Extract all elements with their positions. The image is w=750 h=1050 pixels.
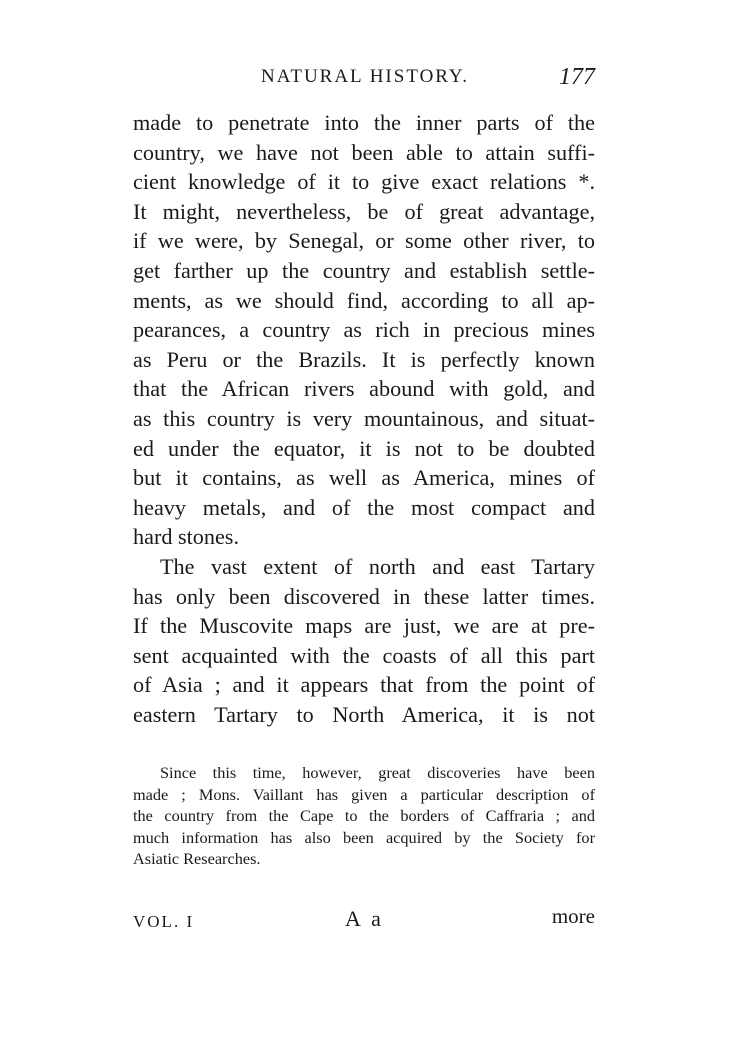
text-line: ed under the equator, it is not to be doubted (133, 435, 595, 461)
text-line: as Peru or the Brazils. It is perfectly known (133, 346, 595, 372)
text-line: sent acquainted with the coasts of all this part (133, 642, 595, 668)
text-line: has only been discovered in these latter times. (133, 583, 595, 609)
footnote-line: Asiatic Researches. (133, 849, 261, 869)
paragraph-first-line: The vast extent of north and east Tartary (160, 553, 595, 579)
footnote-line: the country from the Cape to the borders of Caffraria ; and (133, 806, 595, 826)
catchword: more (551, 904, 595, 928)
text-line: If the Muscovite maps are just, we are at pre- (133, 613, 595, 639)
text-line: pearances, a country as rich in precious mines (133, 317, 595, 343)
footnote-line: made ; Mons. Vaillant has given a particular description of (133, 784, 595, 804)
signature-mark: A a (345, 906, 384, 931)
text-line: ments, as we should find, according to all ap- (133, 287, 595, 313)
text-line: hard stones. (133, 524, 239, 550)
text-line: get farther up the country and establish settle- (133, 257, 595, 283)
page-footer (133, 904, 595, 938)
text-line: as this country is very mountainous, and situat- (133, 405, 595, 431)
text-line: country, we have not been able to attain suffi- (133, 139, 595, 165)
text-line: if we were, by Senegal, or some other river, to (133, 228, 595, 254)
running-head (133, 64, 595, 94)
footnote-line: Since this time, however, great discoveries have been (160, 763, 595, 782)
body-text (133, 108, 595, 729)
text-line: but it contains, as well as America, mines of (133, 465, 595, 491)
footnote-line: much information has also been acquired by the Society for (133, 827, 595, 847)
text-line: of Asia ; and it appears that from the point of (133, 672, 595, 698)
text-line: It might, nevertheless, be of great advantage, (133, 198, 595, 224)
running-title: NATURAL HISTORY. (261, 66, 469, 87)
footnote (133, 762, 595, 870)
text-line: that the African rivers abound with gold, and (133, 376, 595, 402)
page-number: 177 (559, 64, 595, 90)
text-line: eastern Tartary to North America, it is not (133, 701, 595, 727)
volume-signature: VOL. I (133, 912, 195, 931)
text-line: heavy metals, and of the most compact and (133, 494, 595, 520)
text-line: made to penetrate into the inner parts of the (133, 110, 595, 135)
text-line: cient knowledge of it to give exact relations *. (133, 169, 595, 195)
